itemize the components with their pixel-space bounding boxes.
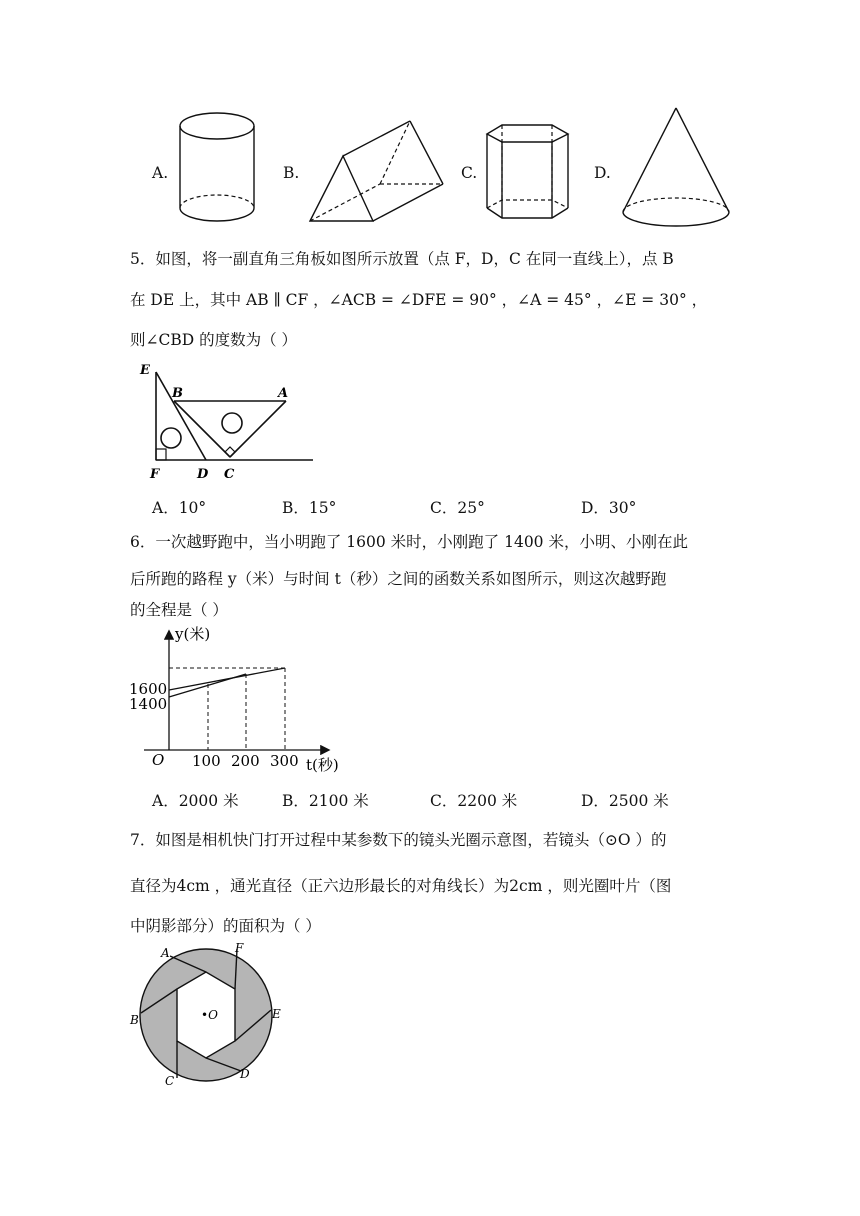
q5-label-d: D	[197, 467, 209, 482]
q5-label-e: E	[140, 363, 150, 378]
cylinder-figure	[175, 106, 265, 228]
q6-x-tick-300: 300	[270, 752, 299, 770]
q6-x-axis-label: t(秒)	[306, 756, 339, 774]
q7-label-c: C	[165, 1074, 175, 1088]
q7-label-e: E	[272, 1007, 281, 1021]
q6-origin-label: O	[152, 751, 165, 769]
q7-label-d: D	[240, 1067, 250, 1081]
q7-label-f: F	[235, 941, 244, 955]
q6-option-c: C．2200 米	[430, 792, 518, 810]
q7-aperture-figure	[125, 940, 295, 1090]
q6-x-tick-200: 200	[231, 752, 260, 770]
q6-line-2: 后所跑的路程 y（米）与时间 t（秒）之间的函数关系如图所示，则这次越野跑	[130, 570, 667, 588]
q4-option-c-letter: C.	[461, 164, 478, 182]
q5-option-d: D．30°	[581, 499, 637, 517]
q6-option-d: D．2500 米	[581, 792, 669, 810]
q5-line-2: 在 DE 上，其中 AB ∥ CF ，∠ACB = ∠DFE = 90° ，∠A = 45° ，∠E = 30° ，	[130, 291, 708, 309]
q4-option-b-letter: B.	[283, 164, 300, 182]
q6-option-a: A．2000 米	[152, 792, 239, 810]
q5-label-f: F	[150, 467, 160, 482]
q5-triangle-set-figure	[136, 360, 316, 482]
q6-y-tick-1600: 1600	[129, 680, 168, 698]
q7-line-1: 7．如图是相机快门打开过程中某参数下的镜头光圈示意图，若镜头（⊙O ）的	[130, 831, 667, 849]
q6-y-axis-label: y(米)	[175, 625, 211, 643]
q6-distance-time-graph	[128, 622, 358, 774]
q4-option-d-letter: D.	[594, 164, 611, 182]
q6-option-b: B．2100 米	[282, 792, 369, 810]
q6-line-3: 的全程是（ ）	[130, 601, 228, 619]
q5-line-1: 5．如图，将一副直角三角板如图所示放置（点 F，D，C 在同一直线上），点 B	[130, 250, 674, 268]
q5-option-c: C．25°	[430, 499, 485, 517]
q5-option-b: B．15°	[282, 499, 337, 517]
q5-label-b: B	[172, 386, 183, 401]
cone-figure	[620, 106, 732, 230]
triangular-prism-figure	[305, 118, 455, 228]
q7-label-o: •O	[201, 1008, 218, 1022]
q6-line-1: 6．一次越野跑中，当小明跑了 1600 米时，小刚跑了 1400 米，小明、小刚在此	[130, 533, 688, 551]
q4-option-a-letter: A.	[152, 164, 169, 182]
q6-y-tick-1400: 1400	[129, 695, 168, 713]
q7-line-2: 直径为4cm ，通光直径（正六边形最长的对角线长）为2cm ，则光圈叶片（图	[130, 877, 672, 895]
q5-line-3: 则∠CBD 的度数为（ ）	[130, 331, 298, 349]
q5-option-a: A．10°	[152, 499, 207, 517]
q7-line-3: 中阴影部分）的面积为（ ）	[130, 917, 321, 935]
q5-label-a: A	[278, 386, 289, 401]
hexagonal-prism-figure	[484, 122, 576, 226]
q5-label-c: C	[224, 467, 235, 482]
q7-label-a: A	[161, 946, 170, 960]
q7-label-b: B	[130, 1013, 139, 1027]
q6-x-tick-100: 100	[192, 752, 221, 770]
